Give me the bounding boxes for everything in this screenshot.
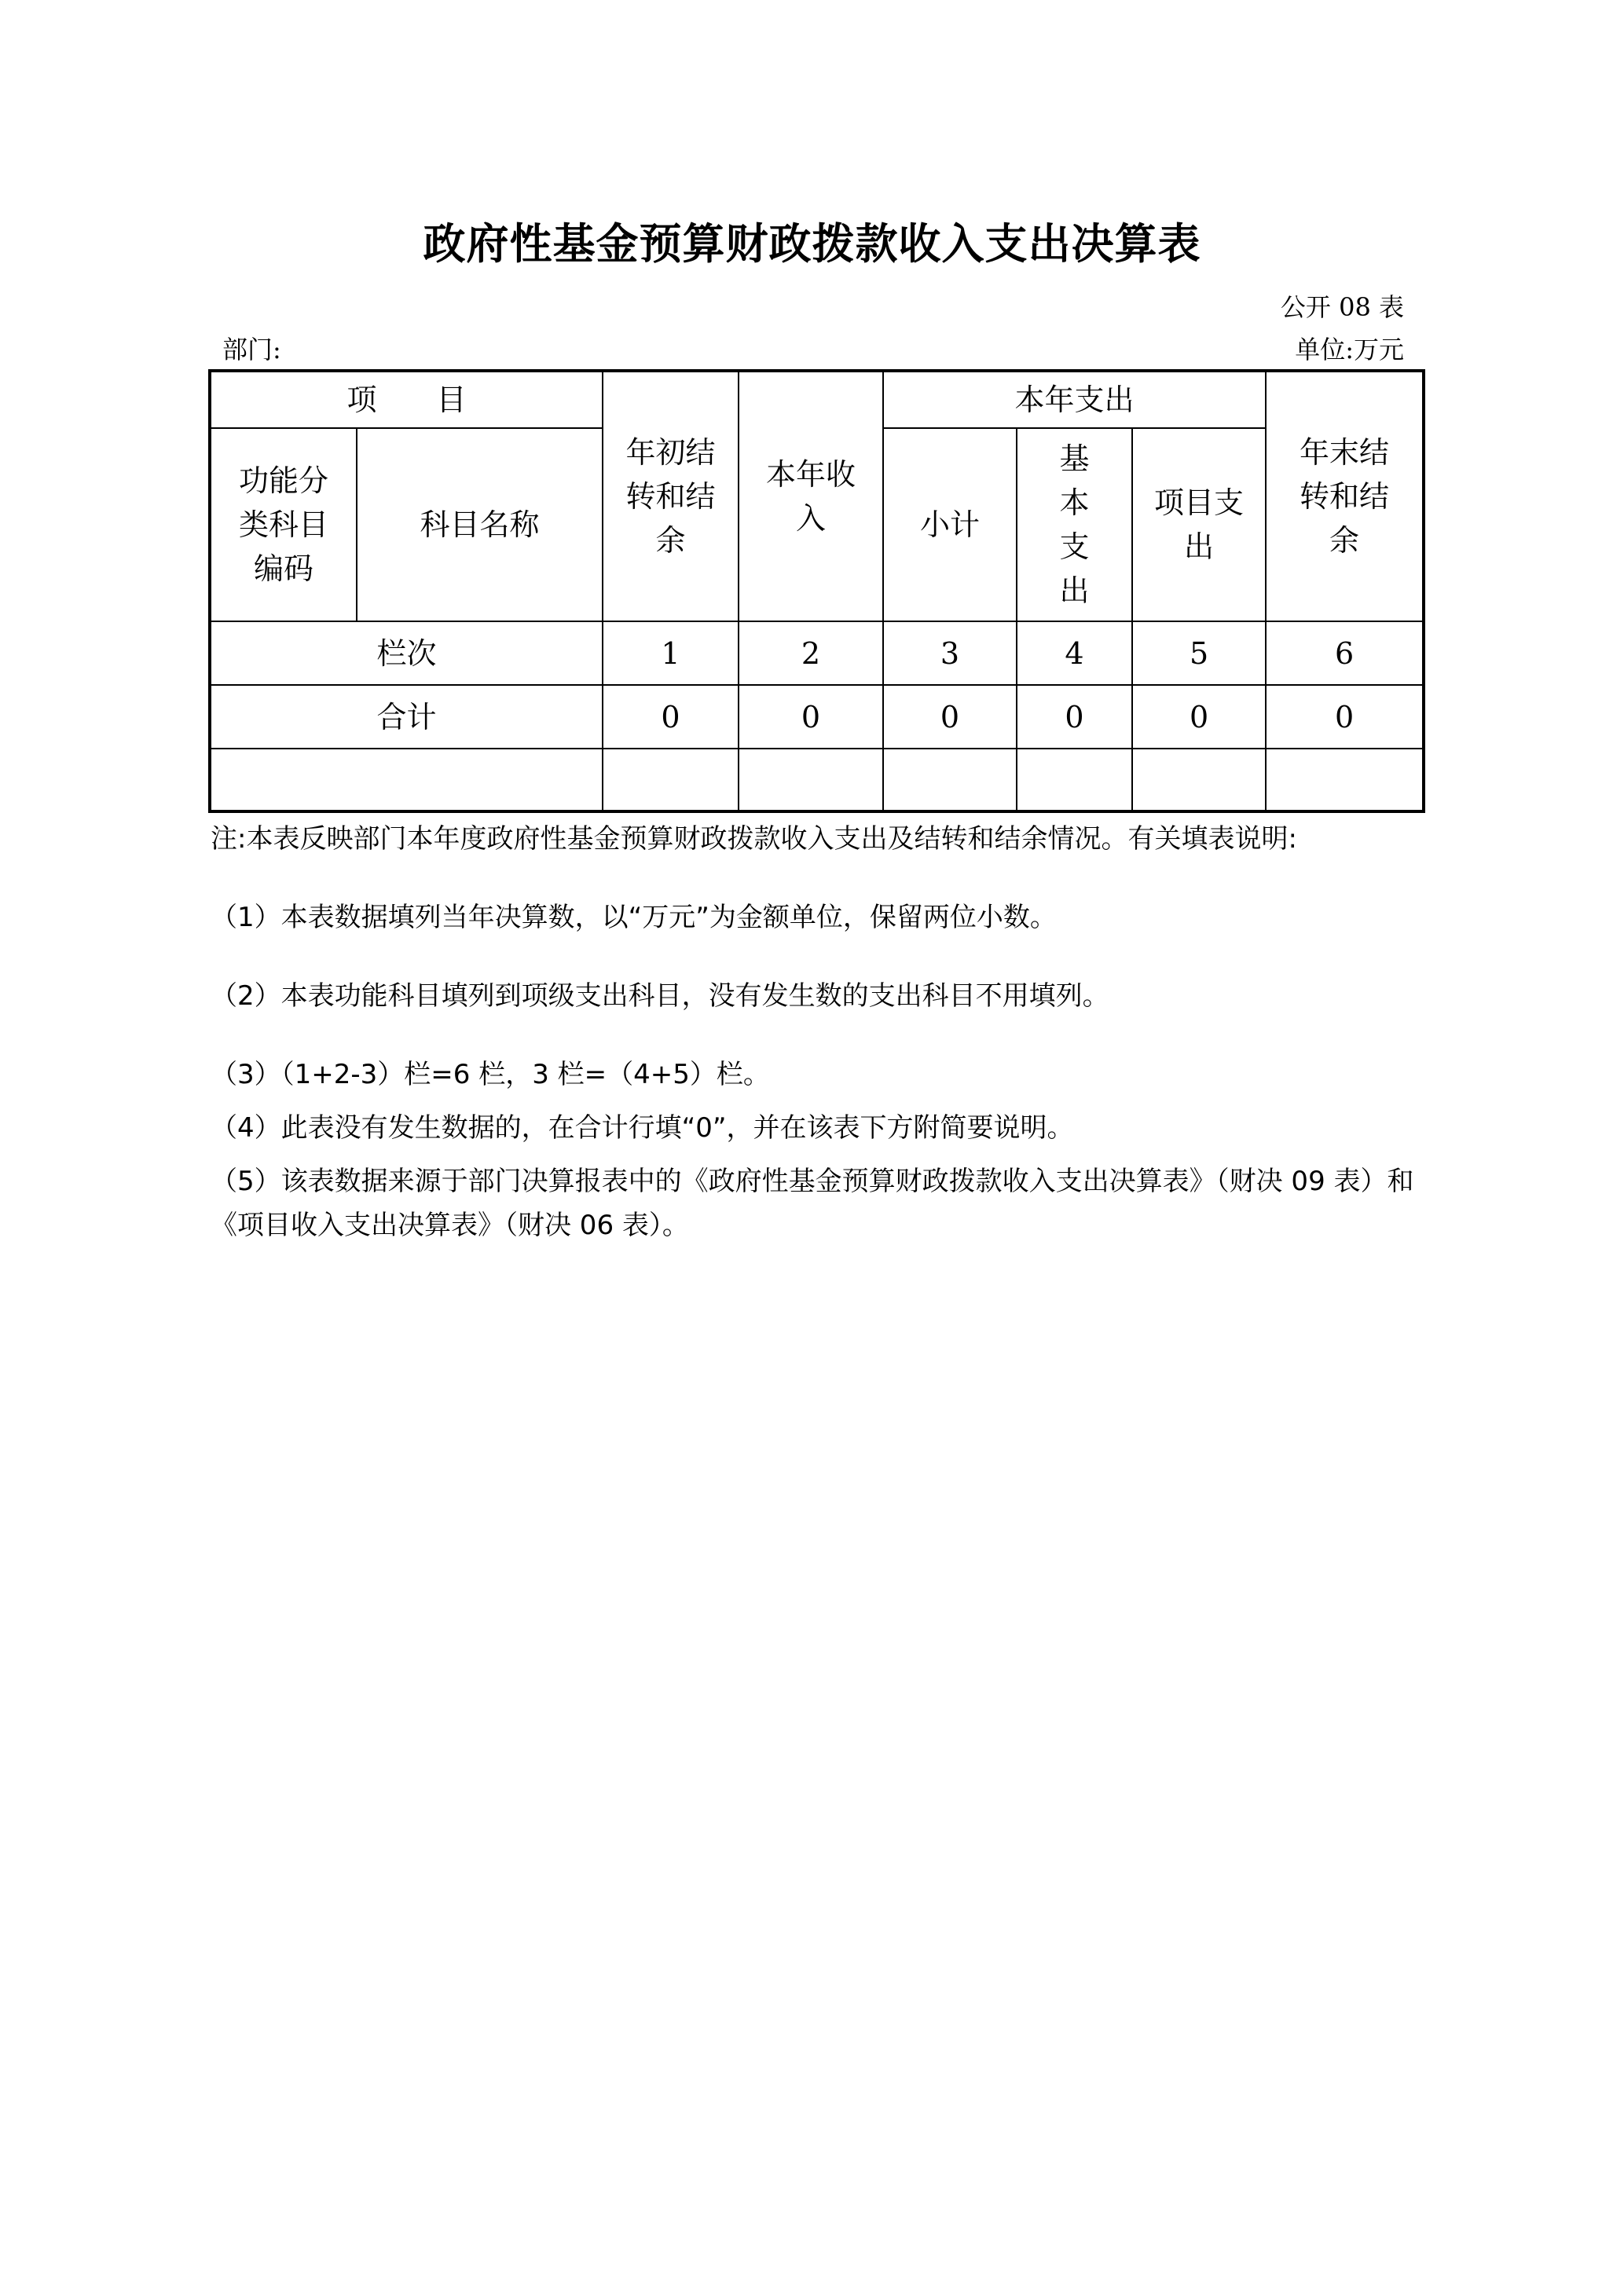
- table-cell: 0: [883, 685, 1017, 749]
- table-cell: 0: [739, 685, 883, 749]
- note-item: （1）本表数据填列当年决算数，以“万元”为金额单位，保留两位小数。: [211, 902, 1057, 933]
- header-begin-balance: 年初结转和结余: [603, 371, 739, 621]
- table-cell: [210, 749, 603, 811]
- table-cell: 5: [1132, 621, 1266, 685]
- budget-table: [208, 369, 1425, 813]
- table-cell: 0: [1017, 685, 1132, 749]
- table-row-empty: [210, 749, 1424, 811]
- header-subject-name: 科目名称: [357, 428, 603, 621]
- form-number: 公开 08 表: [1280, 292, 1404, 322]
- header-current-income: 本年收入: [739, 371, 883, 621]
- note-intro: 注:本表反映部门本年度政府性基金预算财政拨款收入支出及结转和结余情况。有关填表说明:: [211, 823, 1297, 855]
- page-title: 政府性基金预算财政拨款收入支出决算表: [423, 218, 1201, 269]
- note-item: （5）该表数据来源于部门决算报表中的《政府性基金预算财政拨款收入支出决算表》（财决 09 表）和《项目收入支出决算表》（财决 06 表）。: [211, 1166, 1414, 1241]
- table-cell: [739, 749, 883, 811]
- table-cell: [1017, 749, 1132, 811]
- table-cell: 3: [883, 621, 1017, 685]
- department-label: 部门:: [222, 335, 281, 364]
- unit-label: 单位:万元: [1295, 335, 1404, 364]
- notes-section: [211, 817, 1428, 1247]
- header-function-code: 功能分类科目编码: [210, 428, 357, 621]
- note-item: （4）此表没有发生数据的，在合计行填“0”，并在该表下方附简要说明。: [211, 1112, 1074, 1144]
- table-cell: 2: [739, 621, 883, 685]
- note-item: （3）（1+2-3）栏=6 栏，3 栏=（4+5）栏。: [211, 1059, 770, 1090]
- table-cell: 0: [1132, 685, 1266, 749]
- table-cell: [1132, 749, 1266, 811]
- header-project-expense: 项目支出: [1132, 428, 1266, 621]
- table-cell: [603, 749, 739, 811]
- header-basic-expense: 基本支出: [1017, 428, 1132, 621]
- row-label-column-number: 栏次: [210, 621, 603, 685]
- table-cell: [1266, 749, 1424, 811]
- table-cell: 0: [1266, 685, 1424, 749]
- header-current-expense: 本年支出: [883, 371, 1266, 428]
- table-cell: [883, 749, 1017, 811]
- row-label-total: 合计: [210, 685, 603, 749]
- table-cell: 0: [603, 685, 739, 749]
- table-row: [210, 685, 1424, 749]
- header-subtotal: 小计: [883, 428, 1017, 621]
- table-cell: 6: [1266, 621, 1424, 685]
- table-cell: 4: [1017, 621, 1132, 685]
- note-item: （2）本表功能科目填列到项级支出科目，没有发生数的支出科目不用填列。: [211, 980, 1109, 1012]
- header-end-balance: 年末结转和结余: [1266, 371, 1424, 621]
- table-row: [210, 621, 1424, 685]
- table-cell: 1: [603, 621, 739, 685]
- header-item: 项 目: [210, 371, 603, 428]
